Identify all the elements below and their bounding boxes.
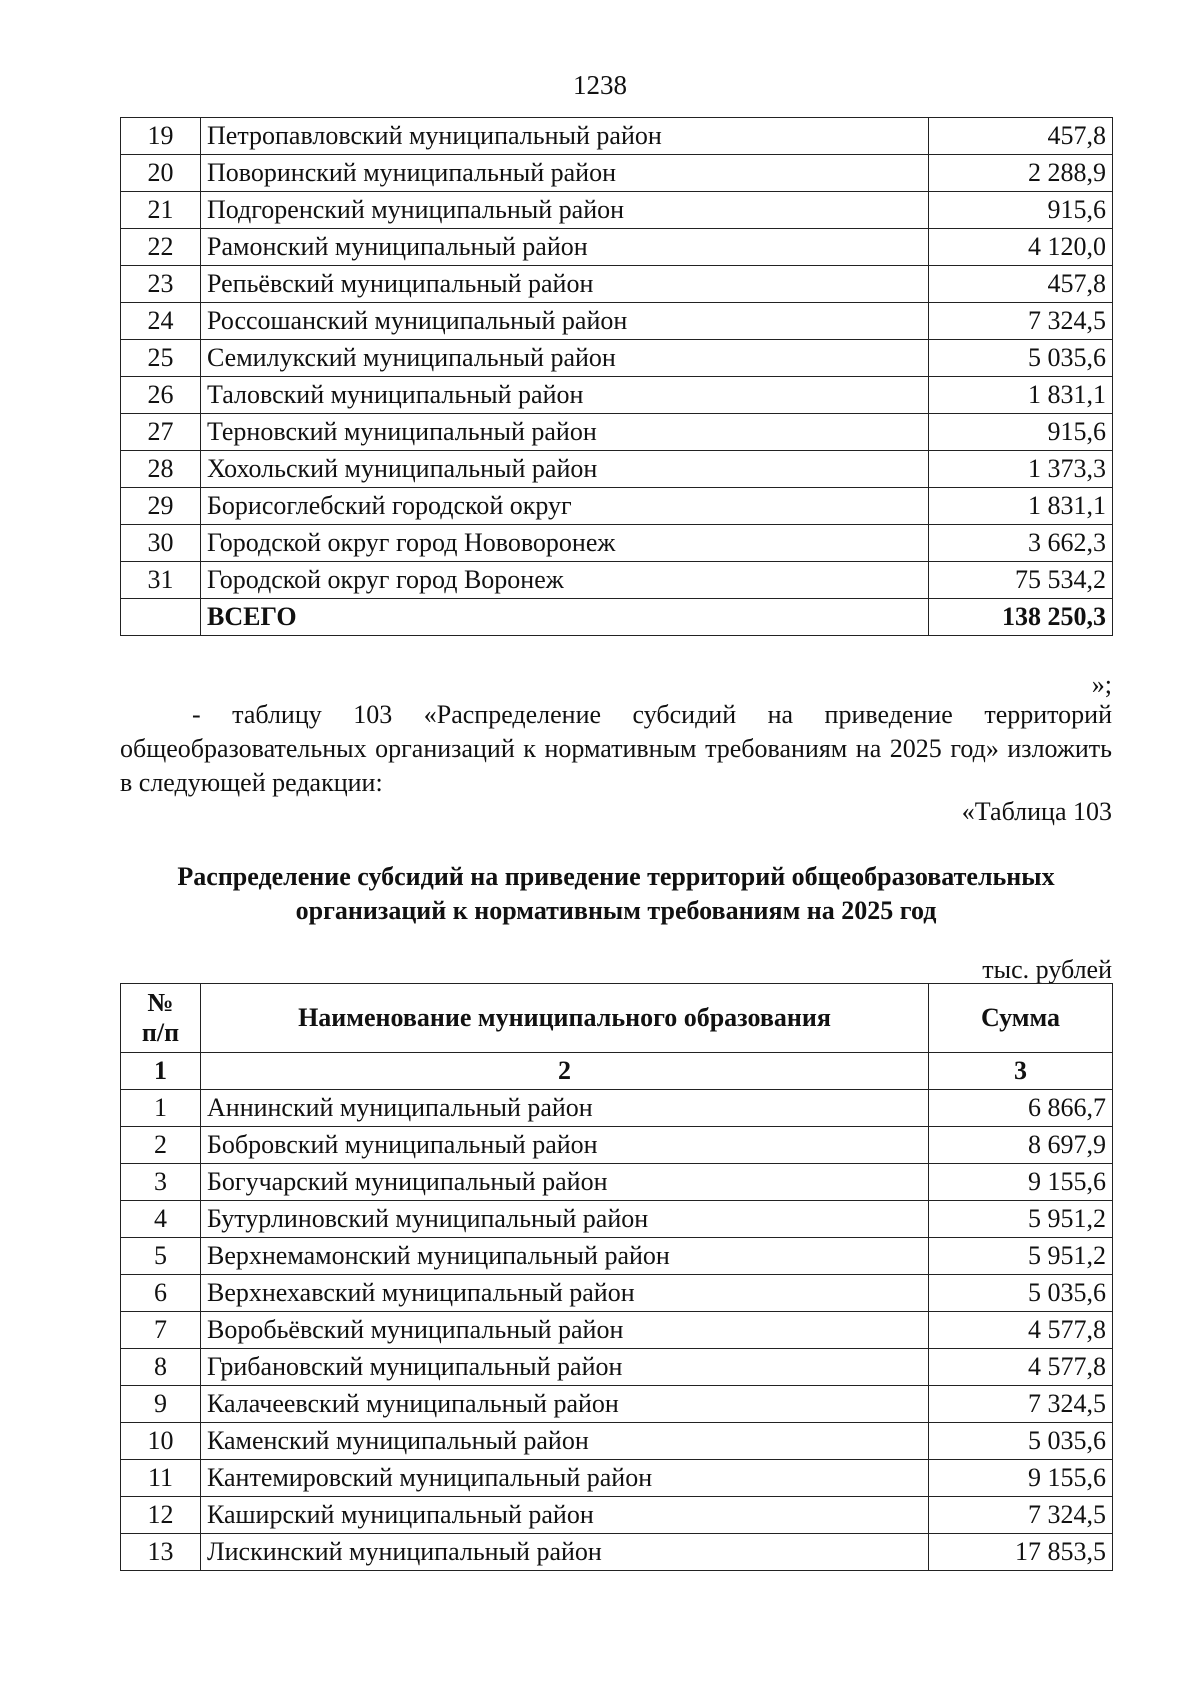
row-number: 26 — [121, 377, 201, 414]
column-index-1: 1 — [121, 1053, 201, 1090]
unit-label: тыс. рублей — [982, 955, 1112, 984]
table-row — [121, 1349, 1113, 1386]
row-number: 10 — [121, 1423, 201, 1460]
row-number: 12 — [121, 1497, 201, 1534]
table-row — [121, 451, 1113, 488]
municipality-name: Верхнемамонский муниципальный район — [201, 1238, 929, 1275]
municipality-name: Богучарский муниципальный район — [201, 1164, 929, 1201]
table-label: «Таблица 103 — [961, 797, 1112, 826]
row-number: 8 — [121, 1349, 201, 1386]
municipality-name: Лискинский муниципальный район — [201, 1534, 929, 1571]
municipality-name: Подгоренский муниципальный район — [201, 192, 929, 229]
table-row — [121, 118, 1113, 155]
row-number: 5 — [121, 1238, 201, 1275]
municipality-name: Рамонский муниципальный район — [201, 229, 929, 266]
row-number: 25 — [121, 340, 201, 377]
row-number: 24 — [121, 303, 201, 340]
amount: 5 035,6 — [929, 1275, 1113, 1312]
amount: 2 288,9 — [929, 155, 1113, 192]
row-number: 4 — [121, 1201, 201, 1238]
table-row — [121, 1312, 1113, 1349]
row-number: 6 — [121, 1275, 201, 1312]
header-number-line-1: № — [147, 988, 174, 1017]
row-number: 23 — [121, 266, 201, 303]
amount: 5 951,2 — [929, 1238, 1113, 1275]
amount: 915,6 — [929, 192, 1113, 229]
table-row — [121, 414, 1113, 451]
header-amount: Сумма — [929, 984, 1113, 1053]
column-index-2: 2 — [201, 1053, 929, 1090]
row-number: 31 — [121, 562, 201, 599]
row-number: 1 — [121, 1090, 201, 1127]
total-empty-cell — [121, 599, 201, 636]
amount: 9 155,6 — [929, 1460, 1113, 1497]
amount: 1 831,1 — [929, 377, 1113, 414]
continued-table-body — [121, 118, 1113, 636]
municipality-name: Борисоглебский городской округ — [201, 488, 929, 525]
column-index-3: 3 — [929, 1053, 1113, 1090]
municipality-name: Каменский муниципальный район — [201, 1423, 929, 1460]
row-number: 30 — [121, 525, 201, 562]
municipality-name: Калачеевский муниципальный район — [201, 1386, 929, 1423]
municipality-name: Бобровский муниципальный район — [201, 1127, 929, 1164]
table-title-line-1: Распределение субсидий на приведение территорий общеобразовательных — [177, 862, 1055, 891]
amount: 7 324,5 — [929, 1497, 1113, 1534]
row-number: 2 — [121, 1127, 201, 1164]
amendment-paragraph: - таблицу 103 «Распределение субсидий на приведение территорий общеобразовательных организаций к нормативным требованиям на 2025 год» изложить в следующей редакции: — [120, 700, 1112, 797]
amount: 5 951,2 — [929, 1201, 1113, 1238]
row-number: 28 — [121, 451, 201, 488]
amount: 9 155,6 — [929, 1164, 1113, 1201]
amount: 915,6 — [929, 414, 1113, 451]
municipality-name: Репьёвский муниципальный район — [201, 266, 929, 303]
amount: 5 035,6 — [929, 340, 1113, 377]
municipality-name: Грибановский муниципальный район — [201, 1349, 929, 1386]
table-row — [121, 155, 1113, 192]
amount: 4 120,0 — [929, 229, 1113, 266]
table-title — [120, 860, 1112, 928]
table-row — [121, 340, 1113, 377]
total-row — [121, 599, 1113, 636]
table-row — [121, 1497, 1113, 1534]
page-number: 1238 — [573, 70, 627, 100]
table-row — [121, 1127, 1113, 1164]
table-row — [121, 488, 1113, 525]
total-amount: 138 250,3 — [929, 599, 1113, 636]
municipality-name: Городской округ город Нововоронеж — [201, 525, 929, 562]
table-row — [121, 1423, 1113, 1460]
column-index-row — [121, 1053, 1113, 1090]
municipality-name: Петропавловский муниципальный район — [201, 118, 929, 155]
amount: 5 035,6 — [929, 1423, 1113, 1460]
amount: 457,8 — [929, 266, 1113, 303]
table-title-line-2: организаций к нормативным требованиям на 2025 год — [295, 896, 937, 925]
municipality-name: Поворинский муниципальный район — [201, 155, 929, 192]
table-row — [121, 1201, 1113, 1238]
row-number: 13 — [121, 1534, 201, 1571]
row-number: 7 — [121, 1312, 201, 1349]
municipality-name: Кантемировский муниципальный район — [201, 1460, 929, 1497]
amount: 17 853,5 — [929, 1534, 1113, 1571]
table-row — [121, 192, 1113, 229]
table-row — [121, 525, 1113, 562]
closing-quote: »; — [1091, 670, 1112, 699]
row-number: 3 — [121, 1164, 201, 1201]
row-number: 20 — [121, 155, 201, 192]
distribution-table-body — [121, 1090, 1113, 1571]
municipality-name: Таловский муниципальный район — [201, 377, 929, 414]
row-number: 22 — [121, 229, 201, 266]
header-name: Наименование муниципального образования — [201, 984, 929, 1053]
table-row — [121, 1460, 1113, 1497]
total-label: ВСЕГО — [201, 599, 929, 636]
municipality-name: Россошанский муниципальный район — [201, 303, 929, 340]
municipality-name: Каширский муниципальный район — [201, 1497, 929, 1534]
row-number: 19 — [121, 118, 201, 155]
amount: 75 534,2 — [929, 562, 1113, 599]
header-number — [121, 984, 201, 1053]
header-number-line-2: п/п — [141, 1018, 180, 1047]
amount: 1 373,3 — [929, 451, 1113, 488]
row-number: 11 — [121, 1460, 201, 1497]
row-number: 27 — [121, 414, 201, 451]
municipality-name: Городской округ город Воронеж — [201, 562, 929, 599]
municipality-name: Терновский муниципальный район — [201, 414, 929, 451]
distribution-table-head — [121, 984, 1113, 1090]
table-row — [121, 377, 1113, 414]
amount: 457,8 — [929, 118, 1113, 155]
amount: 1 831,1 — [929, 488, 1113, 525]
table-row — [121, 1164, 1113, 1201]
table-row — [121, 1386, 1113, 1423]
distribution-table — [120, 983, 1113, 1571]
municipality-name: Семилукский муниципальный район — [201, 340, 929, 377]
table-row — [121, 1534, 1113, 1571]
amount: 8 697,9 — [929, 1127, 1113, 1164]
municipality-name: Бутурлиновский муниципальный район — [201, 1201, 929, 1238]
municipality-name: Аннинский муниципальный район — [201, 1090, 929, 1127]
continued-table — [120, 117, 1113, 636]
amount: 4 577,8 — [929, 1312, 1113, 1349]
header-row — [121, 984, 1113, 1053]
amount: 3 662,3 — [929, 525, 1113, 562]
row-number: 21 — [121, 192, 201, 229]
table-row — [121, 1275, 1113, 1312]
table-row — [121, 1238, 1113, 1275]
municipality-name: Воробьёвский муниципальный район — [201, 1312, 929, 1349]
row-number: 29 — [121, 488, 201, 525]
row-number: 9 — [121, 1386, 201, 1423]
amount: 6 866,7 — [929, 1090, 1113, 1127]
table-row — [121, 229, 1113, 266]
municipality-name: Верхнехавский муниципальный район — [201, 1275, 929, 1312]
table-row — [121, 562, 1113, 599]
table-row — [121, 303, 1113, 340]
amount: 7 324,5 — [929, 303, 1113, 340]
table-row — [121, 266, 1113, 303]
municipality-name: Хохольский муниципальный район — [201, 451, 929, 488]
amount: 4 577,8 — [929, 1349, 1113, 1386]
amount: 7 324,5 — [929, 1386, 1113, 1423]
table-row — [121, 1090, 1113, 1127]
